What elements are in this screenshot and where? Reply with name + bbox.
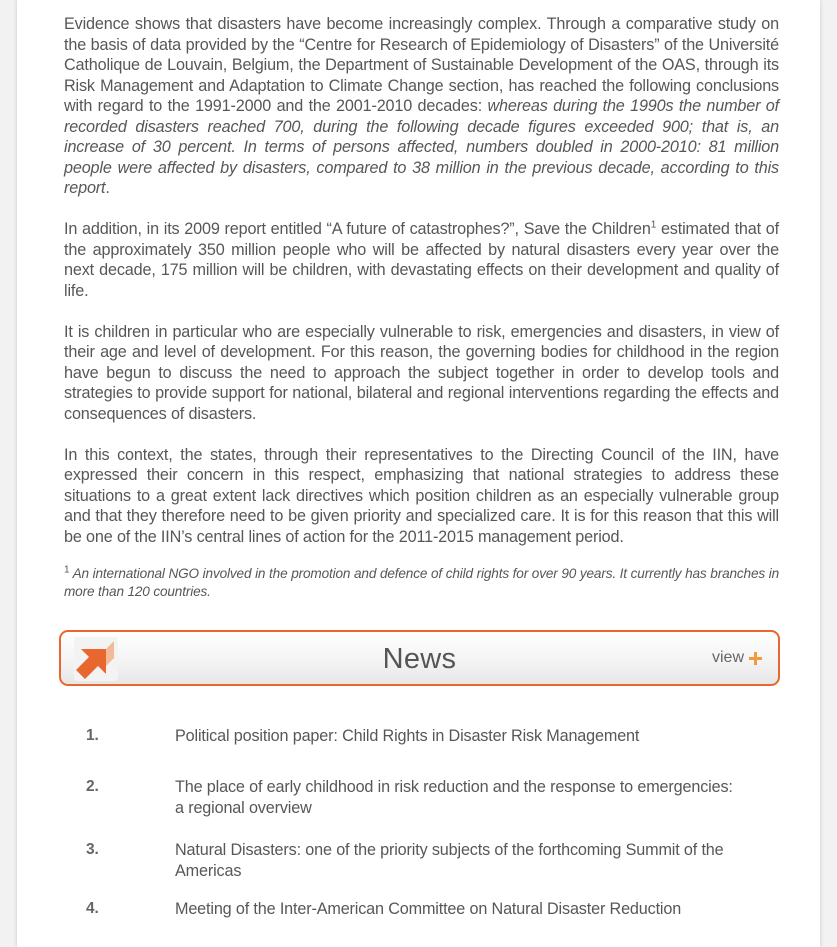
paragraph-evidence-emphasis: whereas during the 1990s the number of recorded disasters reached 700, during the following decade figures exceeded 900; that is, an increase of 30 percent. In terms of persons affected, numbers doubled in 2000-2010: 81 million people were affected by disasters, compared to 38 million in the previous decade, according to this report — [64, 97, 779, 197]
paragraph-context: In this context, the states, through their representatives to the Directing Council of the IIN, have expressed their concern in this respect, emphasizing that national strategies to address these situations to a great extent lack directives which position children as an especially vulnerable group and that they therefore need to be given priority and specialized care. It is for this reason that this will be one of the IIN’s central lines of action for the 2011-2015 management period. — [64, 445, 779, 546]
paragraph-stc-after: estimated that of the approximately 350 million people who will be affected by natural disasters every year over the next decade, 175 million will be children, with devastating effects on their development and quality of life. — [64, 220, 779, 300]
paragraph-children-vulnerable: It is children in particular who are especially vulnerable to risk, emergencies and disasters, in view of their age and level of development. For this reason, the governing bodies for childhood in the region have begun to discuss the need to approach the subject together in order to develop tools and strategies to provide support for national, bilateral and regional interventions regarding the effects and consequences of disasters. — [64, 322, 779, 423]
view-more-button[interactable] — [712, 649, 762, 667]
footnote-text: An international NGO involved in the promotion and defence of child rights for over 90 years. It currently has branches in more than 120 countries. — [64, 566, 779, 599]
news-item-link[interactable]: Natural Disasters: one of the priority subjects of the forthcoming Summit of the Americas — [175, 841, 724, 880]
news-item-link[interactable]: Meeting of the Inter-American Committee on Natural Disaster Reduction — [175, 900, 682, 918]
footnote-reference: 1 — [650, 219, 657, 231]
plus-icon — [749, 652, 762, 665]
paragraph-evidence-text: Evidence shows that disasters have become increasingly complex. Through a comparative study on the basis of data provided by the “Centre for Research of Epidemiology of Disasters” of the Université Catholique de Louvain, Belgium, the Department of Sustainable Development of the OAS, through its Risk Management and Adaptation to Climate Change section, has reached the following conclusions with regard to the 1991-2000 and the 2001-2010 decades: — [64, 15, 779, 115]
news-item-number: 4. — [86, 900, 99, 917]
paragraph-evidence-end: . — [105, 179, 110, 197]
news-title: News — [382, 643, 457, 675]
footnote — [64, 565, 779, 601]
news-item-number: 1. — [86, 727, 99, 744]
news-header-bar — [59, 630, 780, 686]
news-item-number: 2. — [86, 778, 99, 795]
footnote-mark: 1 — [64, 564, 70, 576]
paragraph-stc-before: In addition, in its 2009 report entitled “A future of catastrophes?”, Save the Children — [64, 220, 651, 238]
news-item-link[interactable]: Political position paper: Child Rights in Disaster Risk Management — [175, 727, 640, 745]
view-more-label: view — [711, 649, 744, 666]
news-item-link[interactable]: The place of early childhood in risk reduction and the response to emergencies: a regional overview — [175, 778, 733, 817]
paragraph-save-the-children — [64, 219, 779, 301]
article-body — [64, 14, 779, 601]
paragraph-evidence — [64, 14, 779, 199]
news-item-number: 3. — [86, 841, 99, 858]
